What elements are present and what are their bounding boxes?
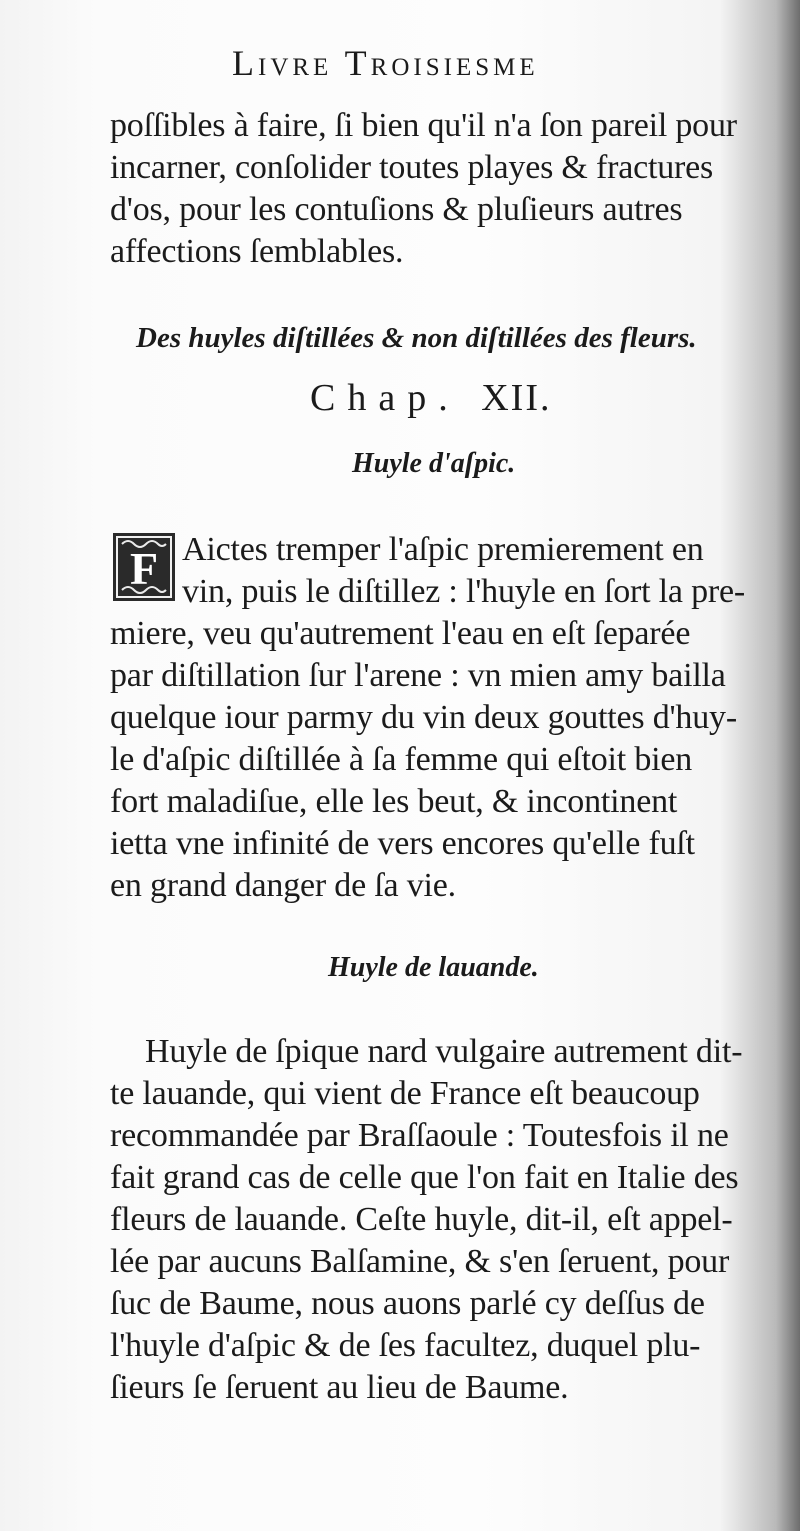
lauande-line-3: recommandée par Braſſaoule : Toutesfois il ne [110, 1117, 729, 1154]
lauande-line-6: lée par aucuns Balſamine, & s'en ſeruent, pour [110, 1243, 730, 1280]
aspic-line-9: en grand danger de ſa vie. [110, 867, 456, 904]
lauande-line-8: l'huyle d'aſpic & de ſes facultez, duquel plu- [110, 1327, 701, 1364]
lauande-line-4: fait grand cas de celle que l'on fait en Italie des [110, 1159, 739, 1196]
initial-letter: F [129, 543, 159, 594]
intro-line-2: incarner, conſolider toutes playes & fractures [110, 149, 714, 186]
aspic-line-6: le d'aſpic diſtillée à ſa femme qui eſtoit bien [110, 741, 693, 778]
entry-title-aspic: Huyle d'aſpic. [352, 448, 516, 479]
intro-line-1: poſſibles à faire, ſi bien qu'il n'a ſon pareil pour [110, 107, 737, 144]
chapter-number: XII. [481, 377, 552, 419]
decorated-initial [112, 532, 176, 602]
lauande-line-9: ſieurs ſe ſeruent au lieu de Baume. [110, 1369, 569, 1406]
aspic-line-7: fort maladiſue, elle les beut, & incontinent [110, 783, 678, 820]
lauande-line-5: fleurs de lauande. Ceſte huyle, dit-il, eſt appel- [110, 1201, 733, 1238]
aspic-line-4: par diſtillation ſur l'arene : vn mien amy bailla [110, 657, 726, 694]
chapter-label: Chap. [310, 377, 460, 419]
lauande-line-2: te lauande, qui vient de France eſt beaucoup [110, 1075, 700, 1112]
aspic-line-2: vin, puis le diſtillez : l'huyle en ſort la pre- [182, 573, 746, 610]
lauande-line-1: Huyle de ſpique nard vulgaire autrement dit- [145, 1033, 743, 1070]
aspic-line-3: miere, veu qu'autrement l'eau en eſt ſeparée [110, 615, 691, 652]
decorated-initial-icon [112, 532, 176, 602]
intro-line-4: affections ſemblables. [110, 233, 404, 270]
intro-line-3: d'os, pour les contuſions & pluſieurs autres [110, 191, 683, 228]
aspic-line-1: Aictes tremper l'aſpic premierement en [182, 531, 704, 568]
section-title: Des huyles diſtillées & non diſtillées des fleurs. [136, 322, 697, 354]
chapter-heading [310, 376, 551, 420]
aspic-line-5: quelque iour parmy du vin deux gouttes d'huy- [110, 699, 737, 736]
lauande-line-7: ſuc de Baume, nous auons parlé cy deſſus de [110, 1285, 705, 1322]
running-head: Livre Troisiesme [232, 43, 539, 83]
aspic-line-8: ietta vne infinité de vers encores qu'elle fuſt [110, 825, 695, 862]
entry-title-lauande: Huyle de lauande. [328, 952, 539, 983]
